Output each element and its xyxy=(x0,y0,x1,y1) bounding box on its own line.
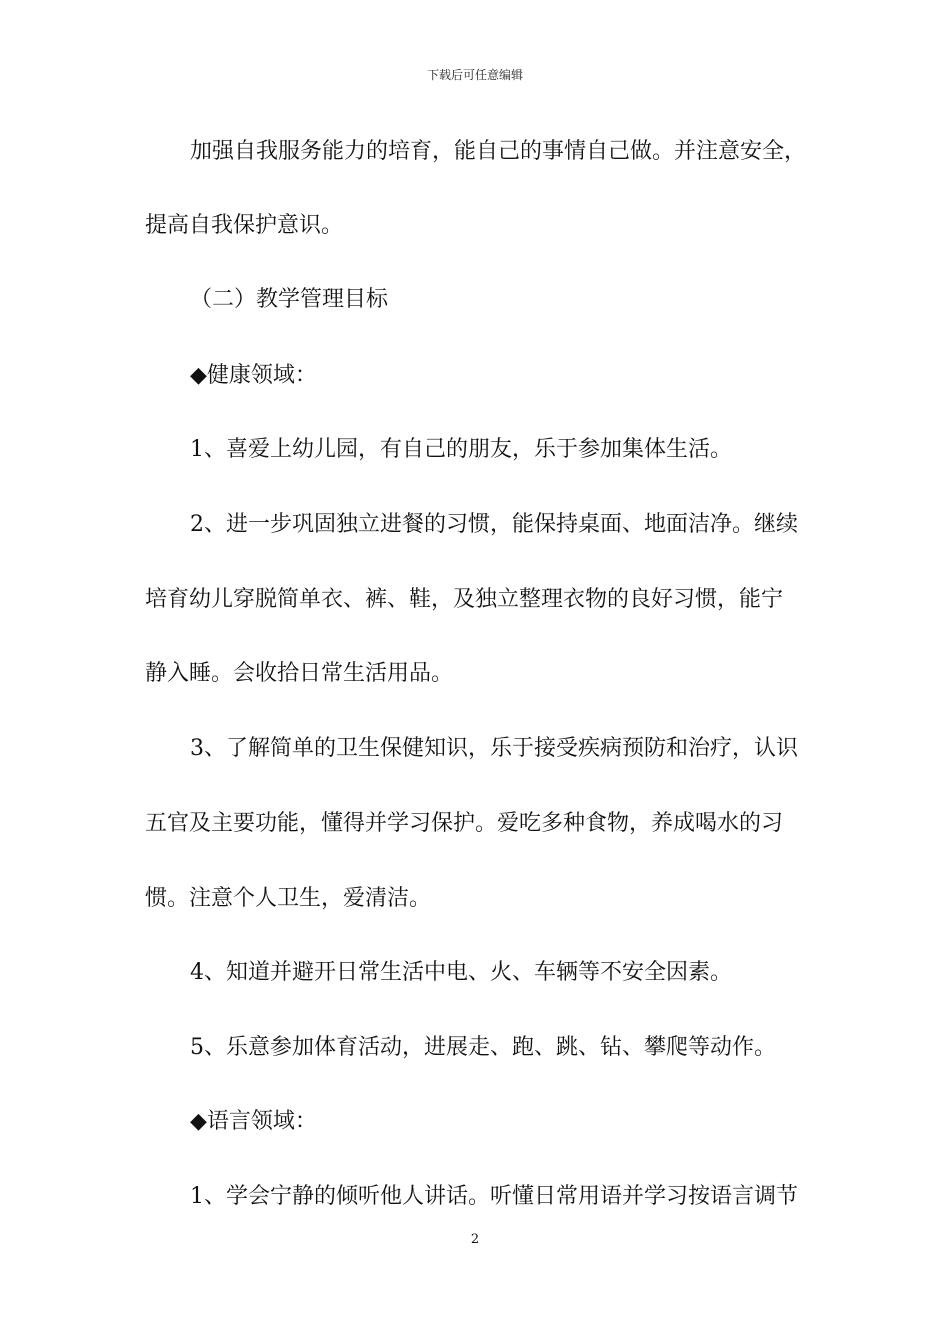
list-item: 1、喜爱上幼儿园，有自己的朋友，乐于参加集体生活。 xyxy=(190,437,732,462)
list-item: 3、了解简单的卫生保健知识，乐于接受疾病预防和治疗，认识 xyxy=(190,736,798,761)
paragraph-line: 培育幼儿穿脱简单衣、裤、鞋，及独立整理衣物的良好习惯，能宁 xyxy=(145,587,784,612)
page-header: 下载后可任意编辑 xyxy=(426,68,523,82)
domain-heading-language: ◆语言领域： xyxy=(190,1109,317,1134)
list-item: 1、学会宁静的倾听他人讲话。听懂日常用语并学习按语言调节 xyxy=(190,1184,798,1209)
list-item: 5、乐意参加体育活动，进展走、跑、跳、钻、攀爬等动作。 xyxy=(190,1035,776,1060)
paragraph-line: 提高自我保护意识。 xyxy=(145,213,344,238)
list-item: 2、进一步巩固独立进餐的习惯，能保持桌面、地面洁净。继续 xyxy=(190,512,798,537)
paragraph-line: 惯。注意个人卫生，爱清洁。 xyxy=(145,886,432,911)
paragraph-line: 静入睡。会收拾日常生活用品。 xyxy=(145,661,454,686)
list-item: 4、知道并避开日常生活中电、火、车辆等不安全因素。 xyxy=(190,960,732,985)
page-number: 2 xyxy=(470,1232,480,1247)
paragraph-line: 五官及主要功能，懂得并学习保护。爱吃多种食物，养成喝水的习 xyxy=(145,811,784,836)
paragraph-line: 加强自我服务能力的培育，能自己的事情自己做。并注意安全， xyxy=(190,139,807,164)
domain-heading-health: ◆健康领域： xyxy=(190,363,317,388)
section-heading: （二）教学管理目标 xyxy=(190,287,389,312)
